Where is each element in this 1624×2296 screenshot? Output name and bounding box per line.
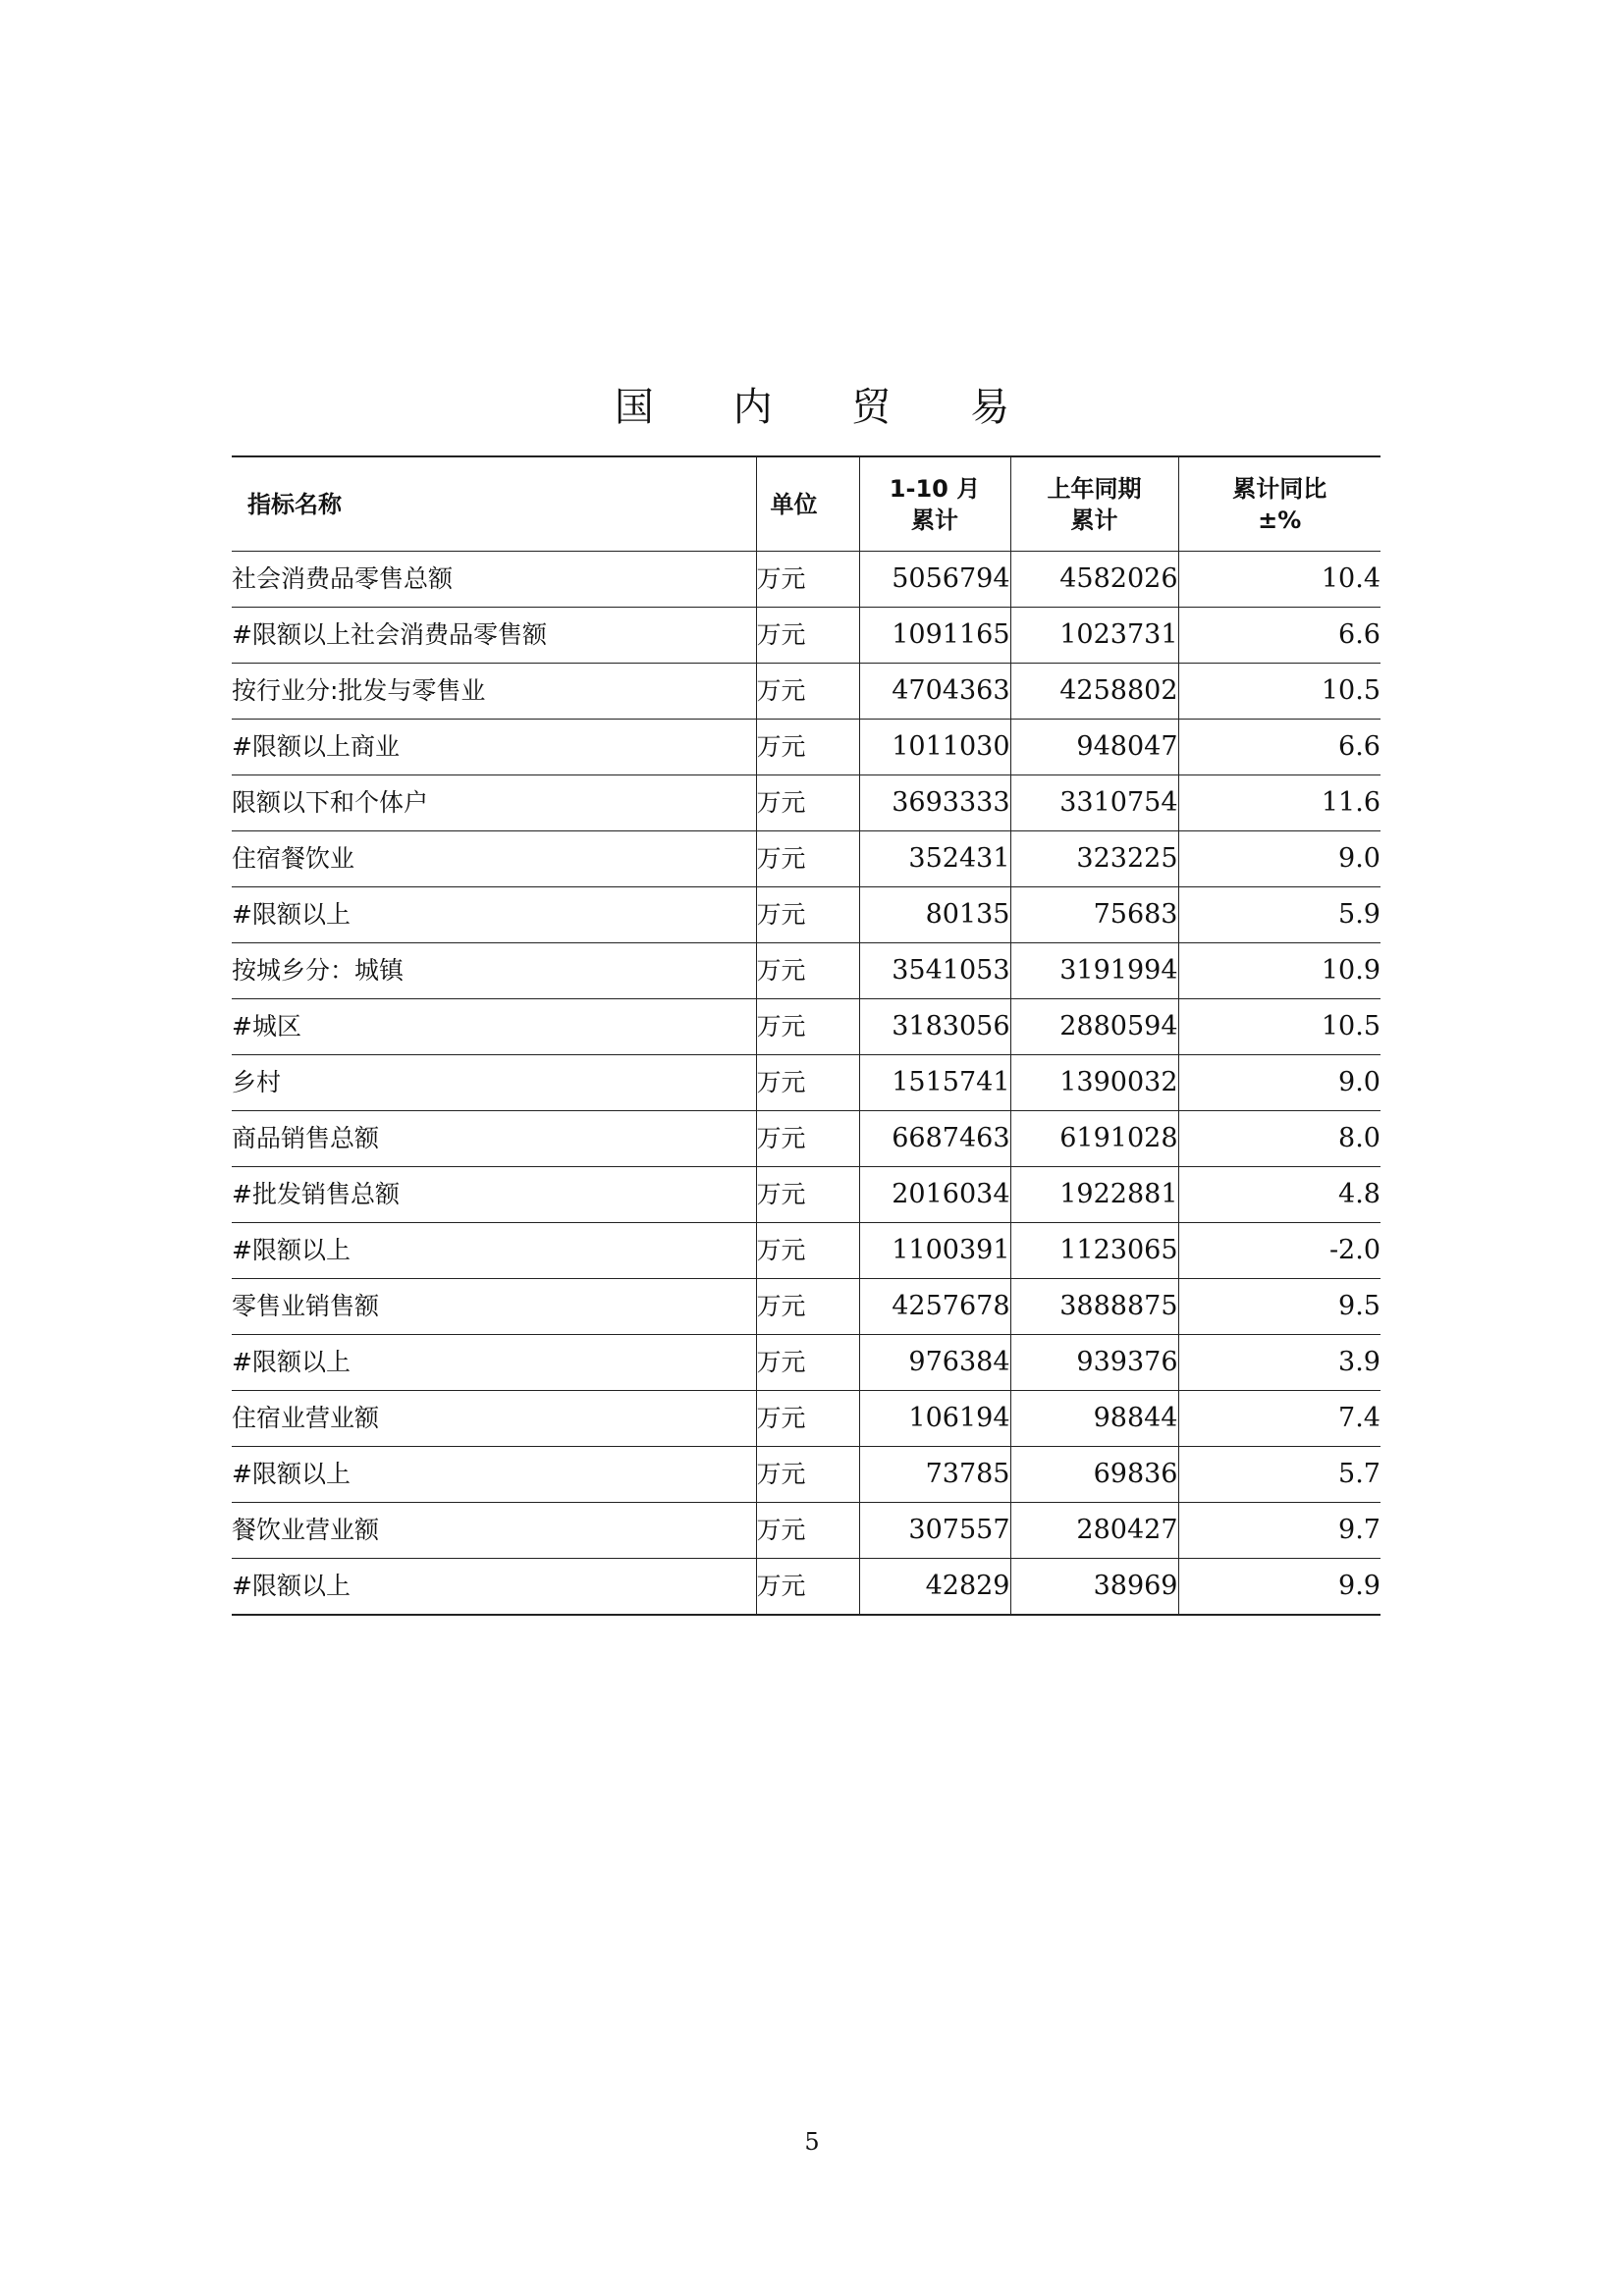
row-name: 零售业销售额 (232, 1279, 756, 1335)
table-row (232, 999, 1380, 1055)
row-change: 3.9 (1178, 1335, 1380, 1391)
row-previous: 4258802 (1010, 664, 1178, 720)
row-unit: 万元 (756, 831, 859, 887)
row-name: 乡村 (232, 1055, 756, 1111)
row-previous: 1390032 (1010, 1055, 1178, 1111)
table-row (232, 608, 1380, 664)
row-unit: 万元 (756, 1055, 859, 1111)
header-indicator-name: 指标名称 (232, 456, 756, 552)
row-current: 2016034 (859, 1167, 1010, 1223)
row-change: 9.9 (1178, 1559, 1380, 1616)
row-previous: 939376 (1010, 1335, 1178, 1391)
row-unit: 万元 (756, 664, 859, 720)
row-unit: 万元 (756, 1279, 859, 1335)
row-change: 10.5 (1178, 999, 1380, 1055)
row-name: #限额以上商业 (232, 720, 756, 775)
domestic-trade-table (232, 455, 1380, 1616)
row-previous: 2880594 (1010, 999, 1178, 1055)
row-current: 80135 (859, 887, 1010, 943)
header-current-line2: 累计 (911, 506, 958, 534)
row-change: 5.7 (1178, 1447, 1380, 1503)
row-change: 9.5 (1178, 1279, 1380, 1335)
row-current: 1100391 (859, 1223, 1010, 1279)
row-change: 10.4 (1178, 552, 1380, 608)
row-change: 11.6 (1178, 775, 1380, 831)
table-row (232, 664, 1380, 720)
table-row (232, 831, 1380, 887)
row-name: #批发销售总额 (232, 1167, 756, 1223)
row-change: 7.4 (1178, 1391, 1380, 1447)
row-current: 1515741 (859, 1055, 1010, 1111)
header-current-cumulative (859, 456, 1010, 552)
row-previous: 69836 (1010, 1447, 1178, 1503)
row-change: -2.0 (1178, 1223, 1380, 1279)
row-unit: 万元 (756, 608, 859, 664)
row-previous: 6191028 (1010, 1111, 1178, 1167)
row-name: #限额以上 (232, 1447, 756, 1503)
row-unit: 万元 (756, 999, 859, 1055)
row-current: 352431 (859, 831, 1010, 887)
row-unit: 万元 (756, 552, 859, 608)
table-row (232, 1503, 1380, 1559)
row-name: 限额以下和个体户 (232, 775, 756, 831)
header-previous-cumulative (1010, 456, 1178, 552)
header-change-line1: 累计同比 (1232, 474, 1327, 503)
row-previous: 75683 (1010, 887, 1178, 943)
row-unit: 万元 (756, 1447, 859, 1503)
row-current: 42829 (859, 1559, 1010, 1616)
row-unit: 万元 (756, 887, 859, 943)
row-previous: 4582026 (1010, 552, 1178, 608)
table-row (232, 1223, 1380, 1279)
row-unit: 万元 (756, 1167, 859, 1223)
row-name: #限额以上 (232, 1223, 756, 1279)
row-current: 4257678 (859, 1279, 1010, 1335)
row-previous: 1922881 (1010, 1167, 1178, 1223)
page-number: 5 (804, 2128, 820, 2156)
row-current: 106194 (859, 1391, 1010, 1447)
header-change-line2: ±% (1258, 506, 1302, 534)
row-current: 307557 (859, 1503, 1010, 1559)
header-previous-line1: 上年同期 (1047, 474, 1142, 503)
page-title: 国 内 贸 易 (614, 385, 1044, 430)
row-name: #限额以上社会消费品零售额 (232, 608, 756, 664)
row-unit: 万元 (756, 943, 859, 999)
row-current: 1091165 (859, 608, 1010, 664)
row-previous: 98844 (1010, 1391, 1178, 1447)
row-unit: 万元 (756, 1111, 859, 1167)
row-current: 3183056 (859, 999, 1010, 1055)
row-change: 8.0 (1178, 1111, 1380, 1167)
table-row (232, 1559, 1380, 1616)
row-current: 976384 (859, 1335, 1010, 1391)
row-unit: 万元 (756, 1559, 859, 1616)
table-row (232, 1055, 1380, 1111)
row-previous: 323225 (1010, 831, 1178, 887)
row-name: 住宿餐饮业 (232, 831, 756, 887)
header-current-line1: 1-10 月 (889, 474, 981, 503)
row-change: 10.5 (1178, 664, 1380, 720)
table-row (232, 1335, 1380, 1391)
row-name: 社会消费品零售总额 (232, 552, 756, 608)
row-previous: 280427 (1010, 1503, 1178, 1559)
row-current: 3541053 (859, 943, 1010, 999)
row-current: 1011030 (859, 720, 1010, 775)
table-row (232, 720, 1380, 775)
row-unit: 万元 (756, 1391, 859, 1447)
row-previous: 1023731 (1010, 608, 1178, 664)
table-row (232, 1447, 1380, 1503)
table-header-row (232, 456, 1380, 552)
row-change: 5.9 (1178, 887, 1380, 943)
row-name: 餐饮业营业额 (232, 1503, 756, 1559)
header-unit: 单位 (756, 456, 859, 552)
row-change: 9.0 (1178, 831, 1380, 887)
table-row (232, 552, 1380, 608)
table-row (232, 1391, 1380, 1447)
row-name: 商品销售总额 (232, 1111, 756, 1167)
table-row (232, 943, 1380, 999)
header-yoy-change (1178, 456, 1380, 552)
row-name: #限额以上 (232, 1559, 756, 1616)
row-previous: 3888875 (1010, 1279, 1178, 1335)
row-change: 4.8 (1178, 1167, 1380, 1223)
row-change: 6.6 (1178, 608, 1380, 664)
table-row (232, 1279, 1380, 1335)
row-unit: 万元 (756, 1223, 859, 1279)
row-name: #限额以上 (232, 887, 756, 943)
row-name: 住宿业营业额 (232, 1391, 756, 1447)
header-previous-line2: 累计 (1070, 506, 1118, 534)
row-change: 6.6 (1178, 720, 1380, 775)
table-row (232, 887, 1380, 943)
row-unit: 万元 (756, 775, 859, 831)
row-current: 3693333 (859, 775, 1010, 831)
row-unit: 万元 (756, 720, 859, 775)
row-current: 5056794 (859, 552, 1010, 608)
row-name: 按行业分:批发与零售业 (232, 664, 756, 720)
row-previous: 3191994 (1010, 943, 1178, 999)
row-current: 4704363 (859, 664, 1010, 720)
row-name: 按城乡分：城镇 (232, 943, 756, 999)
row-previous: 1123065 (1010, 1223, 1178, 1279)
row-unit: 万元 (756, 1503, 859, 1559)
row-current: 73785 (859, 1447, 1010, 1503)
row-name: #限额以上 (232, 1335, 756, 1391)
row-change: 10.9 (1178, 943, 1380, 999)
row-previous: 948047 (1010, 720, 1178, 775)
row-change: 9.7 (1178, 1503, 1380, 1559)
row-current: 6687463 (859, 1111, 1010, 1167)
row-previous: 38969 (1010, 1559, 1178, 1616)
row-name: #城区 (232, 999, 756, 1055)
row-change: 9.0 (1178, 1055, 1380, 1111)
table-row (232, 775, 1380, 831)
table-row (232, 1111, 1380, 1167)
row-unit: 万元 (756, 1335, 859, 1391)
row-previous: 3310754 (1010, 775, 1178, 831)
table-row (232, 1167, 1380, 1223)
